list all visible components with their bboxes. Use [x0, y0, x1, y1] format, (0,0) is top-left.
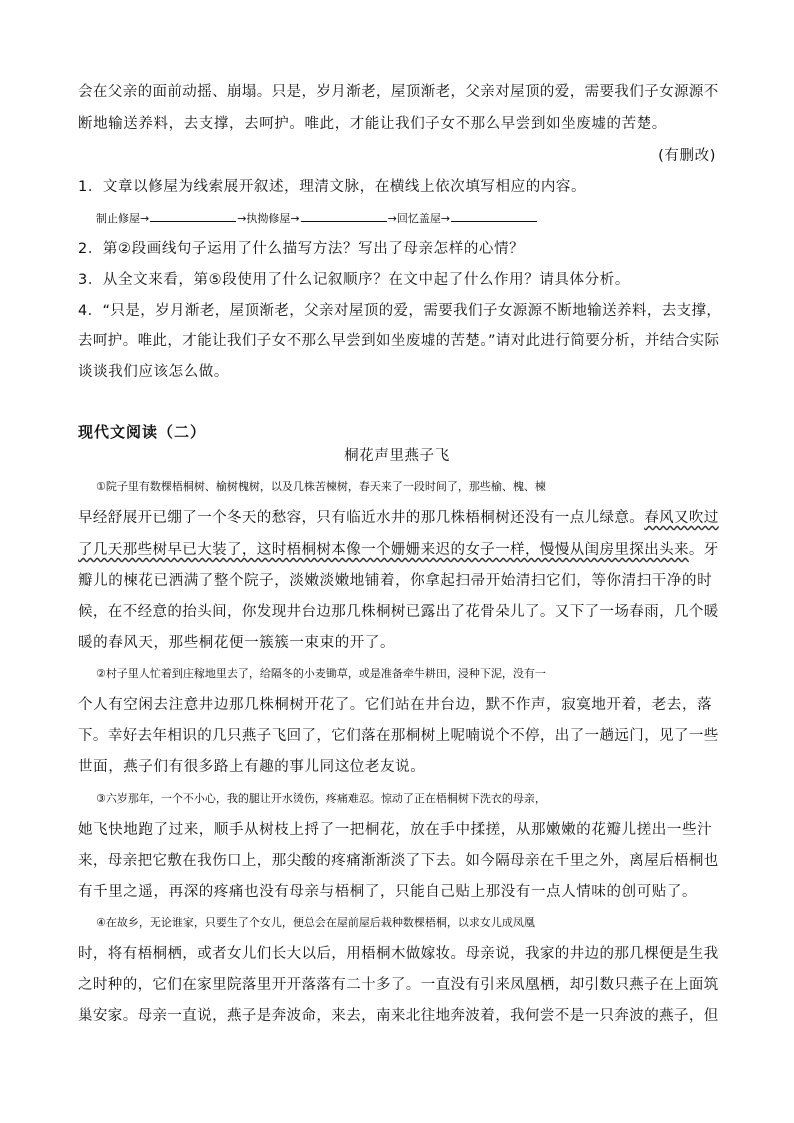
- passage-line: 有千里之遥，再深的疼痛也没有母亲与梧桐了，只能自己贴上那没有一点人情味的创可贴了。: [78, 884, 698, 900]
- passage-line: 巢安家。母亲一直说，燕子是奔波命，来去，南来北往地奔波着，我何尝不是一只奔波的燕子，但: [78, 1008, 719, 1024]
- passage-line: 时，将有梧桐栖，或者女儿们长大以后，用梧桐木做嫁妆。母亲说，我家的井边的那几棵便是生我: [78, 946, 719, 962]
- question-4-line: 去呵护。唯此，才能让我们子女不那么早尝到如坐废墟的苦楚。”请对此进行简要分析，并结合实际: [78, 333, 720, 349]
- passage-line: ①院子里有数棵梧桐树、榆树槐树，以及几株苦楝树，春天来了一段时间了，那些榆、槐、楝: [96, 480, 546, 493]
- source-note: (有删改): [658, 148, 716, 164]
- question-1-answer-line: [96, 207, 736, 229]
- passage-line: 瓣儿的楝花已洒满了整个院子，淡嫩淡嫩地铺着，你拿起扫帚开始清扫它们，等你清扫干净的时: [78, 573, 713, 589]
- answer-blank[interactable]: [150, 207, 236, 222]
- answer-label: →回忆盖屋→: [387, 212, 451, 225]
- answer-label: →执拗修屋→: [237, 212, 300, 225]
- question-4-line: 谈谈我们应该怎么做。: [78, 364, 229, 380]
- passage-line: [78, 540, 718, 560]
- underlined-sentence: 了几天那些树早已大装了，这时梧桐树本像一个姗姗来迟的女子一样，慢慢从闺房里探出头来: [78, 542, 689, 558]
- question-1: 1．文章以修屋为线索展开叙述，理清文脉，在横线上依次填写相应的内容。: [78, 179, 587, 195]
- underlined-sentence: 春风又吹过: [644, 510, 719, 526]
- answer-label: 制止修屋→: [96, 212, 150, 225]
- passage-line: 之时种的，它们在家里院落里开开落落有二十多了。一直没有引来凤凰栖，却引数只燕子在上面筑: [78, 977, 719, 993]
- passage-line: ④在故乡，无论谁家，只要生了个女儿，便总会在屋前屋后栽种数棵梧桐，以求女儿成凤凰: [96, 916, 535, 929]
- question-4-line: 4．“只是，岁月渐老，屋顶渐老，父亲对屋顶的爱，需要我们子女源源不断地输送养料，去支撑，: [78, 303, 722, 319]
- passage-text: 。牙: [688, 542, 719, 558]
- answer-blank[interactable]: [451, 207, 537, 222]
- passage-line: ③六岁那年，一个不小心，我的腿让开水烫伤，疼痛难忍。惊动了正在梧桐树下洗衣的母亲，: [96, 792, 546, 805]
- section-heading: 现代文阅读（二）: [78, 423, 207, 441]
- answer-blank[interactable]: [301, 207, 387, 222]
- passage-line: 暖的春风天，那些桐花便一簇簇一束束的开了。: [78, 635, 396, 651]
- passage-line: 个人有空闲去注意井边那几株桐树开花了。它们站在井台边，默不作声，寂寞地开着，老去，落: [78, 697, 713, 713]
- passage-line: 下。幸好去年相识的几只燕子飞回了，它们落在那桐树上呢喃说个不停，出了一趟远门，见了一些: [78, 728, 719, 744]
- text-line: 断地输送养料，去支撑，去呵护。唯此，才能让我们子女不那么早尝到如坐废墟的苦楚。: [78, 116, 667, 132]
- passage-line: ②村子里人忙着到庄稼地里去了，给隔冬的小麦锄草，或是准备牵牛耕田，浸种下泥，没有一: [96, 667, 546, 680]
- passage-line: [78, 508, 718, 528]
- passage-line: 她飞快地跑了过来，顺手从树枝上捋了一把桐花，放在手中揉搓，从那嫩嫩的花瓣儿搓出一些汁: [78, 822, 713, 838]
- passage-line: 来，母亲把它敷在我伤口上，那尖酸的疼痛渐渐淡了下去。如今隔母亲在千里之外，离屋后梧桐也: [78, 853, 719, 869]
- passage-line: 世面，燕子们有很多路上有趣的事儿同这位老友说。: [78, 759, 426, 775]
- text-line: 会在父亲的面前动摇、崩塌。只是，岁月渐老，屋顶渐老，父亲对屋顶的爱，需要我们子女源源不: [78, 84, 719, 100]
- passage-title: 桐花声里燕子飞: [344, 448, 450, 464]
- question-2: 2．第②段画线句子运用了什么描写方法？写出了母亲怎样的心情？: [78, 241, 525, 257]
- question-3: 3．从全文来看，第⑤段使用了什么记叙顺序？在文中起了什么作用？请具体分析。: [78, 272, 630, 288]
- passage-line: 候，在不经意的抬头间，你发现井台边那几株桐树已露出了花骨朵儿了。又下了一场春雨，几个暖: [78, 604, 719, 620]
- passage-text: 早经舒展开已绷了一个冬天的愁容，只有临近水井的那几株梧桐树还没有一点儿绿意。: [78, 510, 645, 526]
